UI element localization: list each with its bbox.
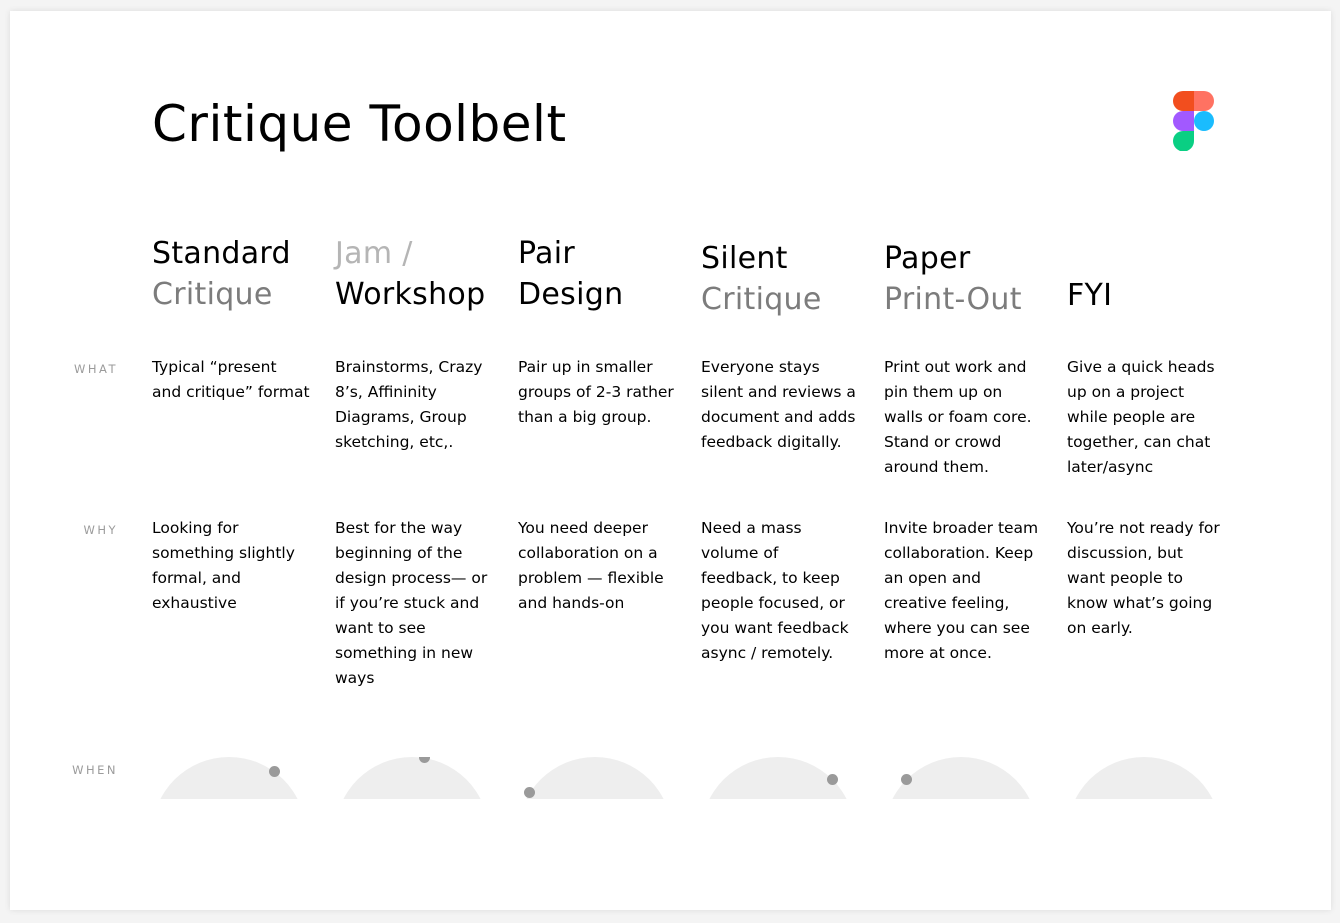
why-cell: You need deeper collaboration on a problem — flexible and hands-on (518, 519, 664, 612)
when-dial (335, 757, 489, 799)
what-cell: Typical “present and critique” format (152, 358, 310, 401)
why-cell: Best for the way beginning of the design process— or if you’re stuck and want to see something in new ways (335, 519, 488, 687)
what-cell: Pair up in smaller groups of 2-3 rather than a big group. (518, 358, 674, 426)
column-title-line1: Pair (518, 236, 575, 271)
why-cell: Need a mass volume of feedback, to keep people focused, or you want feedback async / remotely. (701, 519, 849, 662)
when-dial (152, 757, 306, 799)
page-title: Critique Toolbelt (152, 95, 567, 153)
column-title-line1: Jam / (335, 236, 413, 271)
dial-arc (1067, 757, 1221, 799)
row-label-what: WHAT (73, 362, 118, 376)
column-title-line1: Standard (152, 236, 291, 271)
when-dial (884, 757, 1038, 799)
dial-knob (269, 766, 280, 777)
what-cell: Brainstorms, Crazy 8’s, Affininity Diagrams, Group sketching, etc,. (335, 358, 483, 451)
why-cell: You’re not ready for discussion, but want people to know what’s going on early. (1067, 519, 1220, 637)
column-title-line2: FYI (1067, 278, 1113, 313)
column-title-jam-workshop (335, 233, 485, 315)
why-cell: Looking for something slightly formal, and exhaustive (152, 519, 295, 612)
dial-arc (152, 757, 306, 799)
column-title-fyi (1067, 275, 1112, 316)
dial-arc (518, 757, 672, 799)
what-cell: Print out work and pin them up on walls or foam core. Stand or crowd around them. (884, 358, 1032, 476)
dial-knob (827, 774, 838, 785)
column-title-standard-critique (152, 233, 291, 315)
why-cell: Invite broader team collaboration. Keep an open and creative feeling, where you can see more at once. (884, 519, 1039, 662)
column-title-line2: Critique (701, 282, 822, 317)
when-dial (1067, 757, 1221, 799)
column-title-pair-design (518, 233, 623, 315)
column-title-line2: Print-Out (884, 282, 1022, 317)
row-label-when: WHEN (72, 763, 118, 777)
column-title-line1: Paper (884, 241, 971, 276)
what-cell: Give a quick heads up on a project while people are together, can chat later/async (1067, 358, 1215, 476)
what-cell: Everyone stays silent and reviews a document and adds feedback digitally. (701, 358, 856, 451)
column-title-silent-critique (701, 238, 822, 320)
when-dial (518, 757, 672, 799)
figma-logo-icon (1173, 91, 1215, 151)
column-title-line2: Design (518, 277, 624, 312)
column-title-line2: Critique (152, 277, 273, 312)
column-title-paper-print-out (884, 238, 1022, 320)
column-title-line2: Workshop (335, 277, 486, 312)
dial-arc (335, 757, 489, 799)
column-title-line1: Silent (701, 241, 788, 276)
when-dial (701, 757, 855, 799)
row-label-why: WHY (83, 523, 118, 537)
